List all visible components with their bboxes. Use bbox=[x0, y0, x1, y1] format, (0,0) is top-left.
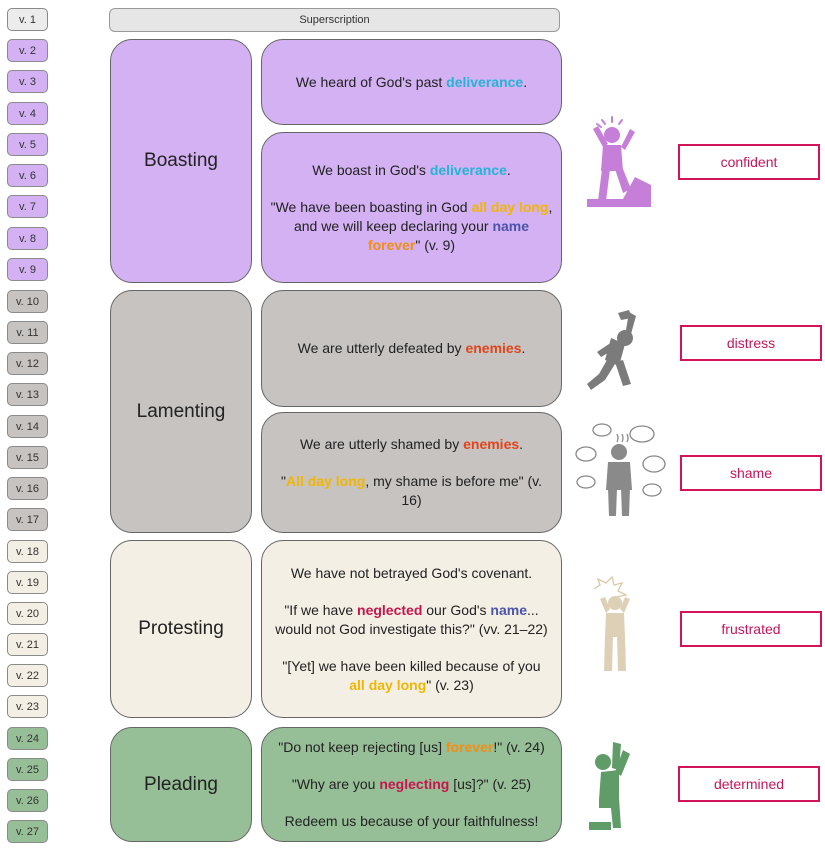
keyword-deliverance: deliverance bbox=[429, 161, 507, 178]
verse-label: v. 4 bbox=[7, 102, 48, 125]
box-text: "If we have bbox=[284, 601, 358, 618]
verse-label: v. 19 bbox=[7, 571, 48, 594]
keyword-forever: forever bbox=[367, 236, 416, 253]
keyword-name: name bbox=[492, 217, 530, 234]
box-text: " bbox=[281, 473, 286, 489]
box-text: "Do not keep rejecting [us] bbox=[278, 739, 446, 755]
box-text: [us]?" (v. 25) bbox=[449, 776, 532, 792]
emotion-label-shame: shame bbox=[680, 455, 822, 491]
emotion-label-confident: confident bbox=[678, 144, 820, 180]
box-text: "Why are you bbox=[291, 776, 380, 792]
keyword-all-day-long: all day long bbox=[471, 198, 549, 215]
verse-label: v. 9 bbox=[7, 258, 48, 281]
box-line bbox=[271, 198, 553, 217]
verse-label: v. 8 bbox=[7, 227, 48, 250]
verse-label: v. 11 bbox=[7, 321, 48, 344]
emotion-label-determined: determined bbox=[678, 766, 820, 802]
summary-box-past-deliverance bbox=[261, 39, 562, 125]
box-text: " (v. 9) bbox=[415, 236, 456, 253]
section-protesting: Protesting bbox=[110, 540, 252, 718]
box-text: our God's bbox=[422, 601, 491, 618]
box-text: . bbox=[506, 161, 511, 178]
verse-label: v. 10 bbox=[7, 290, 48, 313]
keyword-all-day-long: all day long bbox=[349, 676, 427, 693]
verse-label: v. 2 bbox=[7, 39, 48, 62]
superscription-bar: Superscription bbox=[109, 8, 560, 32]
keyword-deliverance: deliverance bbox=[446, 73, 524, 90]
box-text: " (v. 23) bbox=[426, 676, 474, 693]
confident-figure-icon bbox=[585, 115, 655, 210]
emotion-label-frustrated: frustrated bbox=[680, 611, 822, 647]
section-pleading: Pleading bbox=[110, 727, 252, 842]
box-text: , bbox=[548, 198, 553, 215]
box-line bbox=[300, 435, 523, 454]
box-text: !" (v. 24) bbox=[493, 739, 545, 755]
keyword-neglecting: neglecting bbox=[379, 776, 450, 792]
section-lamenting: Lamenting bbox=[110, 290, 252, 533]
box-text: We are utterly shamed by bbox=[299, 436, 464, 452]
box-text: We heard of God's past bbox=[295, 73, 447, 90]
verse-label: v. 25 bbox=[7, 758, 48, 781]
box-text: . bbox=[523, 73, 528, 90]
keyword-enemies: enemies bbox=[463, 436, 520, 452]
box-text: and we will keep declaring your bbox=[293, 217, 493, 234]
distress-figure-icon bbox=[585, 308, 645, 393]
verse-label: v. 23 bbox=[7, 695, 48, 718]
box-line: would not God investigate this?" (vv. 21–22) bbox=[275, 620, 548, 637]
verse-label: v. 24 bbox=[7, 727, 48, 750]
verse-label: v. 14 bbox=[7, 415, 48, 438]
box-line bbox=[312, 161, 511, 180]
keyword-neglected: neglected bbox=[357, 601, 423, 618]
box-text: We are utterly defeated by bbox=[297, 340, 466, 356]
verse-label: v. 21 bbox=[7, 633, 48, 656]
box-line bbox=[296, 73, 527, 92]
keyword-name: name bbox=[490, 601, 527, 618]
verse-label: v. 22 bbox=[7, 664, 48, 687]
verse-label: v. 7 bbox=[7, 195, 48, 218]
keyword-enemies: enemies bbox=[465, 340, 522, 356]
verse-label: v. 3 bbox=[7, 70, 48, 93]
box-line bbox=[270, 472, 553, 510]
summary-box-covenant bbox=[261, 540, 562, 718]
determined-figure-icon bbox=[585, 740, 640, 832]
box-text: . bbox=[519, 436, 524, 452]
box-text: . bbox=[521, 340, 526, 356]
verse-label: v. 18 bbox=[7, 540, 48, 563]
section-boasting: Boasting bbox=[110, 39, 252, 283]
shame-figure-icon bbox=[572, 420, 667, 518]
box-text: ... bbox=[527, 601, 539, 618]
keyword-all-day-long: All day long bbox=[285, 473, 366, 489]
keyword-forever: forever bbox=[445, 739, 494, 755]
frustrated-figure-icon bbox=[590, 575, 640, 673]
verse-label: v. 17 bbox=[7, 508, 48, 531]
summary-box-shamed bbox=[261, 412, 562, 533]
box-text: , my shame is before me" (v. 16) bbox=[365, 473, 542, 508]
box-line bbox=[284, 601, 538, 620]
verse-label: v. 15 bbox=[7, 446, 48, 469]
box-line bbox=[349, 676, 474, 695]
emotion-label-distress: distress bbox=[680, 325, 822, 361]
verse-label: v. 1 bbox=[7, 8, 48, 31]
box-line bbox=[368, 236, 455, 255]
box-text: We boast in God's bbox=[312, 161, 430, 178]
box-line: Redeem us because of your faithfulness! bbox=[284, 813, 539, 829]
box-text: "We have been boasting in God bbox=[270, 198, 472, 215]
summary-box-boast bbox=[261, 132, 562, 283]
summary-box-plea bbox=[261, 727, 562, 842]
box-line bbox=[298, 339, 526, 358]
box-line: "[Yet] we have been killed because of you bbox=[282, 657, 541, 674]
verse-label: v. 6 bbox=[7, 164, 48, 187]
verse-label: v. 13 bbox=[7, 383, 48, 406]
box-line bbox=[294, 217, 529, 236]
verse-label: v. 16 bbox=[7, 477, 48, 500]
verse-label: v. 20 bbox=[7, 602, 48, 625]
verse-label: v. 27 bbox=[7, 820, 48, 843]
box-line bbox=[292, 775, 531, 794]
verse-label: v. 12 bbox=[7, 352, 48, 375]
box-line bbox=[278, 738, 544, 757]
verse-label: v. 26 bbox=[7, 789, 48, 812]
summary-box-defeated bbox=[261, 290, 562, 407]
verse-label: v. 5 bbox=[7, 133, 48, 156]
box-line: We have not betrayed God's covenant. bbox=[290, 564, 533, 581]
